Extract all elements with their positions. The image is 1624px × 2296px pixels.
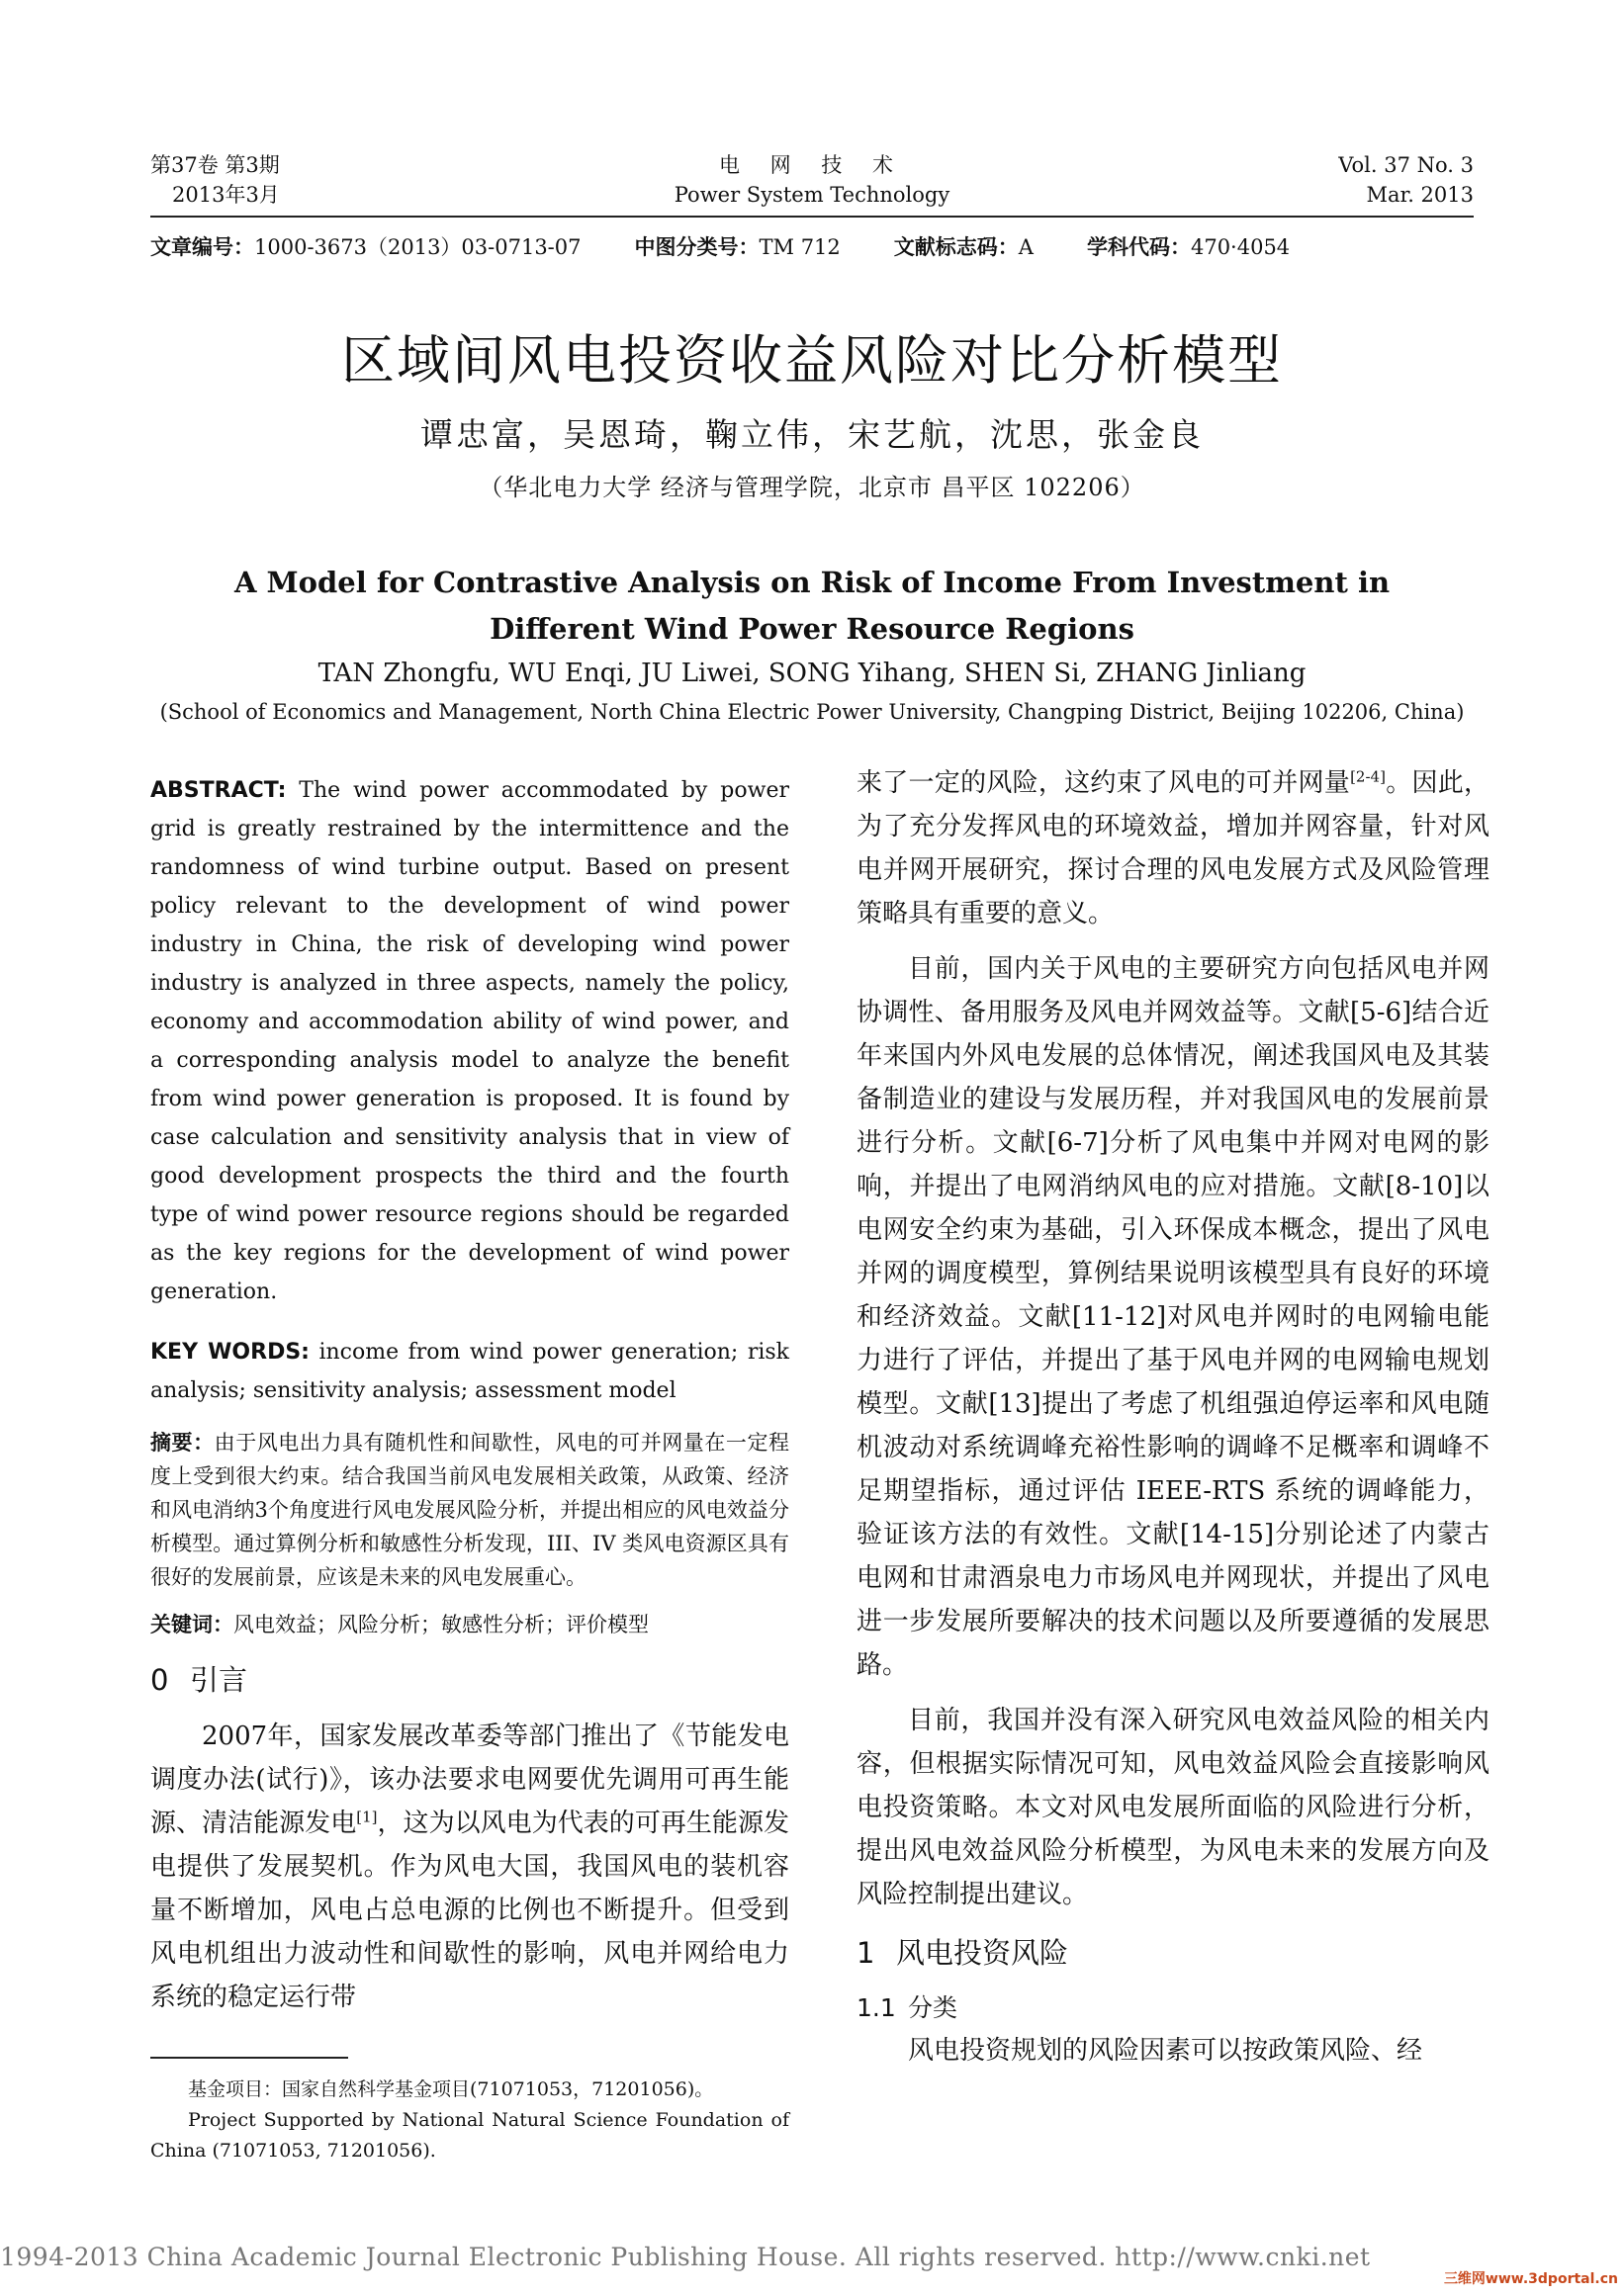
header-right	[1338, 150, 1474, 210]
intro-paragraph-1: 2007年，国家发展改革委等部门推出了《节能发电调度办法(试行)》，该办法要求电网要优先调用可再生能源、清洁能源发电[1]，这为以风电为代表的可再生能源发电提供了发展契机。作为风电大国，我国风电的装机容量不断增加，风电占总电源的比例也不断提升。但受到风电机组出力波动性和间歇性的影响，风电并网给电力系统的稳定运行带	[150, 1722, 789, 2012]
article-number: 文章编号：1000-3673（2013）03-0713-07	[150, 235, 582, 259]
copyright-line: 1994-2013 China Academic Journal Electronic Publishing House. All rights reserved. http://www.cnki.net	[0, 2243, 1371, 2271]
right-column	[857, 767, 1489, 2084]
paper-title-en: A Model for Contrastive Analysis on Risk of Income From Investment in Different Wind Power Resource Regions	[233, 566, 1391, 646]
header-rule	[150, 216, 1474, 218]
section-1-1-heading: 1.1 分类	[857, 1993, 958, 2022]
clc-number: 中图分类号：TM 712	[634, 235, 841, 259]
authors-en: TAN Zhongfu, WU Enqi, JU Liwei, SONG Yihang, SHEN Si, ZHANG Jinliang	[317, 659, 1307, 688]
affiliation-cn: （华北电力大学 经济与管理学院，北京市 昌平区 102206）	[479, 474, 1145, 501]
watermark-stamp: 三维网www.3dportal.cn	[1443, 2271, 1618, 2287]
date-en: Mar. 2013	[1366, 183, 1474, 207]
abstract-en: ABSTRACT: The wind power accommodated by power grid is greatly restrained by the intermittence and the randomness of wind turbine output. Based on present policy relevant to the development of wind power industry in China, the risk of developing wind power industry is analyzed in three aspects, namely the policy, economy and accommodation ability of wind power, and a corresponding analysis model to analyze the benefit from wind power generation is proposed. It is found by case calculation and sensitivity analysis that in view of good development prospects the third and the fourth type of wind power resource regions should be regarded as the key regions for the development of wind power generation.	[150, 778, 789, 1304]
journal-name-en: Power System Technology	[674, 183, 950, 207]
running-header	[150, 150, 1474, 216]
header-center	[150, 150, 1474, 210]
footnote	[150, 2075, 789, 2166]
volume-cn: 第37卷 第3期	[150, 153, 280, 177]
affiliation-en: (School of Economics and Management, North China Electric Power University, Changping District, Beijing 102206, China)	[159, 700, 1465, 724]
intro-paragraph-1-cont: 来了一定的风险，这约束了风电的可并网量[2-4]。因此，为了充分发挥风电的环境效益，增加并网容量，针对风电并网开展研究，探讨合理的风电发展方式及风险管理策略具有重要的意义。	[857, 767, 1489, 928]
abstract-cn: 摘要：由于风电出力具有随机性和间歇性，风电的可并网量在一定程度上受到很大约束。结合我国当前风电发展相关政策，从政策、经济和风电消纳3个角度进行风电发展风险分析，并提出相应的风电效益分析模型。通过算例分析和敏感性分析发现，III、IV 类风电资源区具有很好的发展前景，应该是未来的风电发展重心。	[150, 1431, 789, 1589]
paper-title-cn: 区域间风电投资收益风险对比分析模型	[341, 329, 1283, 392]
journal-name-cn: 电 网 技 术	[718, 153, 906, 177]
section-0-heading: 0 引言	[150, 1663, 248, 1697]
citation-ref[interactable]: [2-4]	[1350, 767, 1386, 786]
keywords-en: KEY WORDS: income from wind power generation; risk analysis; sensitivity analysis; assessment model	[150, 1340, 789, 1403]
left-column	[150, 771, 789, 2031]
date-cn: 2013年3月	[172, 183, 280, 207]
article-meta	[150, 231, 1474, 261]
authors-cn: 谭忠富，吴恩琦，鞠立伟，宋艺航，沈思，张金良	[420, 415, 1204, 454]
intro-paragraph-3: 目前，我国并没有深入研究风电效益风险的相关内容，但根据实际情况可知，风电效益风险会直接影响风电投资策略。本文对风电发展所面临的风险进行分析，提出风电效益风险分析模型，为风电未来的发展方向及风险控制提出建议。	[857, 1706, 1489, 1909]
document-code: 文献标志码：A	[893, 235, 1034, 259]
keywords-cn: 关键词：风电效益；风险分析；敏感性分析；评价模型	[150, 1613, 649, 1636]
footnote-rule	[150, 2057, 348, 2059]
footnote-en: Project Supported by National Natural Science Foundation of China (71071053, 71201056).	[150, 2109, 789, 2162]
volume-en: Vol. 37 No. 3	[1338, 153, 1474, 177]
citation-ref[interactable]: [1]	[356, 1808, 378, 1826]
footnote-cn: 基金项目：国家自然科学基金项目(71071053，71201056)。	[188, 2078, 714, 2100]
intro-paragraph-2: 目前，国内关于风电的主要研究方向包括风电并网协调性、备用服务及风电并网效益等。文献[5-6]结合近年来国内外风电发展的总体情况，阐述我国风电及其装备制造业的建设与发展历程，并对我国风电的发展前景进行分析。文献[6-7]分析了风电集中并网对电网的影响，并提出了电网消纳风电的应对措施。文献[8-10]以电网安全约束为基础，引入环保成本概念，提出了风电并网的调度模型，算例结果说明该模型具有良好的环境和经济效益。文献[11-12]对风电并网时的电网输电能力进行了评估，并提出了基于风电并网的电网输电规划模型。文献[13]提出了考虑了机组强迫停运率和风电随机波动对系统调峰充裕性影响的调峰不足概率和调峰不足期望指标，通过评估 IEEE-RTS 系统的调峰能力，验证该方法的有效性。文献[14-15]分别论述了内蒙古电网和甘肃酒泉电力市场风电并网现状，并提出了风电进一步发展所要解决的技术问题以及所要遵循的发展思路。	[857, 954, 1489, 1680]
section-1-heading: 1 风电投资风险	[857, 1936, 1069, 1970]
section-1-1-paragraph: 风电投资规划的风险因素可以按政策风险、经	[908, 2036, 1423, 2066]
subject-code: 学科代码：470·4054	[1086, 235, 1291, 259]
